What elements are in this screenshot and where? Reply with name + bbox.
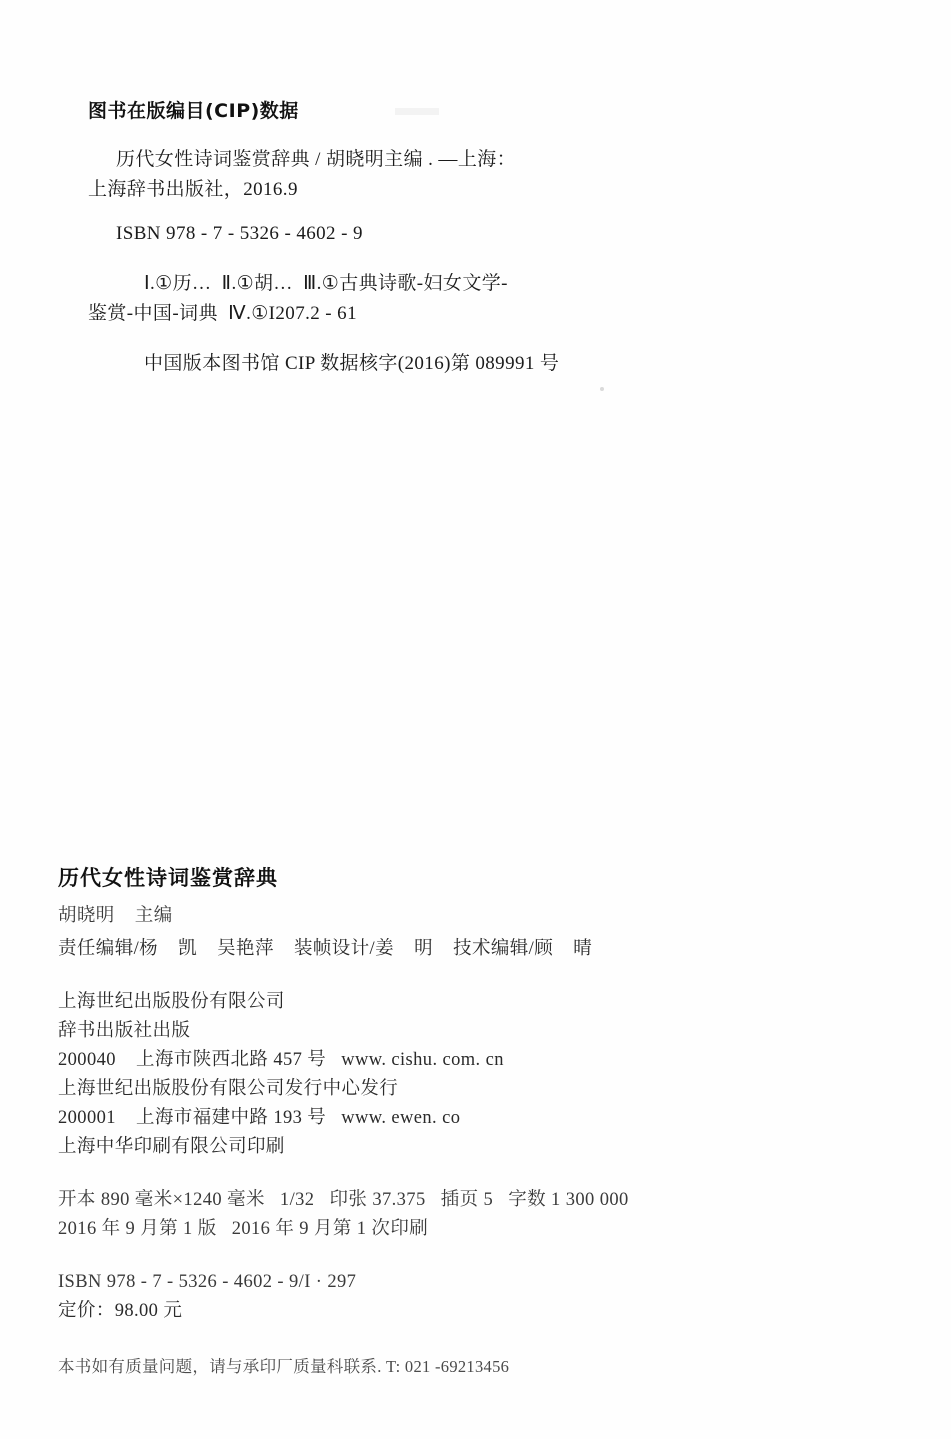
cip-data-block <box>88 96 788 379</box>
cip-heading: 图书在版编目(CIP)数据 <box>88 100 299 122</box>
format-line: 开本 890 毫米×1240 毫米 1/32 印张 37.375 插页 5 字数 1 300 000 <box>58 1190 629 1210</box>
isbn-line: ISBN 978 - 7 - 5326 - 4602 - 9/I · 297 <box>58 1272 357 1292</box>
edition-line: 2016 年 9 月第 1 版 2016 年 9 月第 1 次印刷 <box>58 1219 429 1239</box>
editor-line: 胡晓明 主编 <box>58 906 173 926</box>
colophon-block <box>58 862 898 1380</box>
quality-note: 本书如有质量问题，请与承印厂质量科联系. T: 021 -69213456 <box>58 1357 510 1376</box>
publisher-group <box>58 988 898 1162</box>
specification-group <box>58 1186 898 1244</box>
cip-line-classification-2: 鉴赏-中国-词典 Ⅳ.①I207.2 - 61 <box>88 303 357 324</box>
book-title: 历代女性诗词鉴赏辞典 <box>58 866 278 890</box>
isbn-price-group <box>58 1268 898 1326</box>
cip-line-isbn: ISBN 978 - 7 - 5326 - 4602 - 9 <box>116 223 363 244</box>
cip-line-classification-1: Ⅰ.①历… Ⅱ.①胡… Ⅲ.①古典诗歌-妇女文学- <box>144 273 508 294</box>
publisher-address-2: 200001 上海市福建中路 193 号 www. ewen. co <box>58 1108 461 1128</box>
distributor-line: 上海世纪出版股份有限公司发行中心发行 <box>58 1079 399 1099</box>
cip-line-registry: 中国版本图书馆 CIP 数据核字(2016)第 089991 号 <box>144 353 560 374</box>
staff-line: 责任编辑/杨 凯 吴艳萍 装帧设计/姜 明 技术编辑/顾 晴 <box>58 939 593 959</box>
printer-line: 上海中华印刷有限公司印刷 <box>58 1137 285 1157</box>
price-line: 定价：98.00 元 <box>58 1301 183 1321</box>
paper-speck <box>600 387 604 391</box>
publisher-line-2: 辞书出版社出版 <box>58 1021 191 1041</box>
cip-line-publisher: 上海辞书出版社，2016.9 <box>88 179 298 200</box>
publisher-address-1: 200040 上海市陕西北路 457 号 www. cishu. com. cn <box>58 1050 504 1070</box>
publisher-line-1: 上海世纪出版股份有限公司 <box>58 992 285 1012</box>
cip-line-title: 历代女性诗词鉴赏辞典 / 胡晓明主编 . —上海： <box>116 149 517 170</box>
